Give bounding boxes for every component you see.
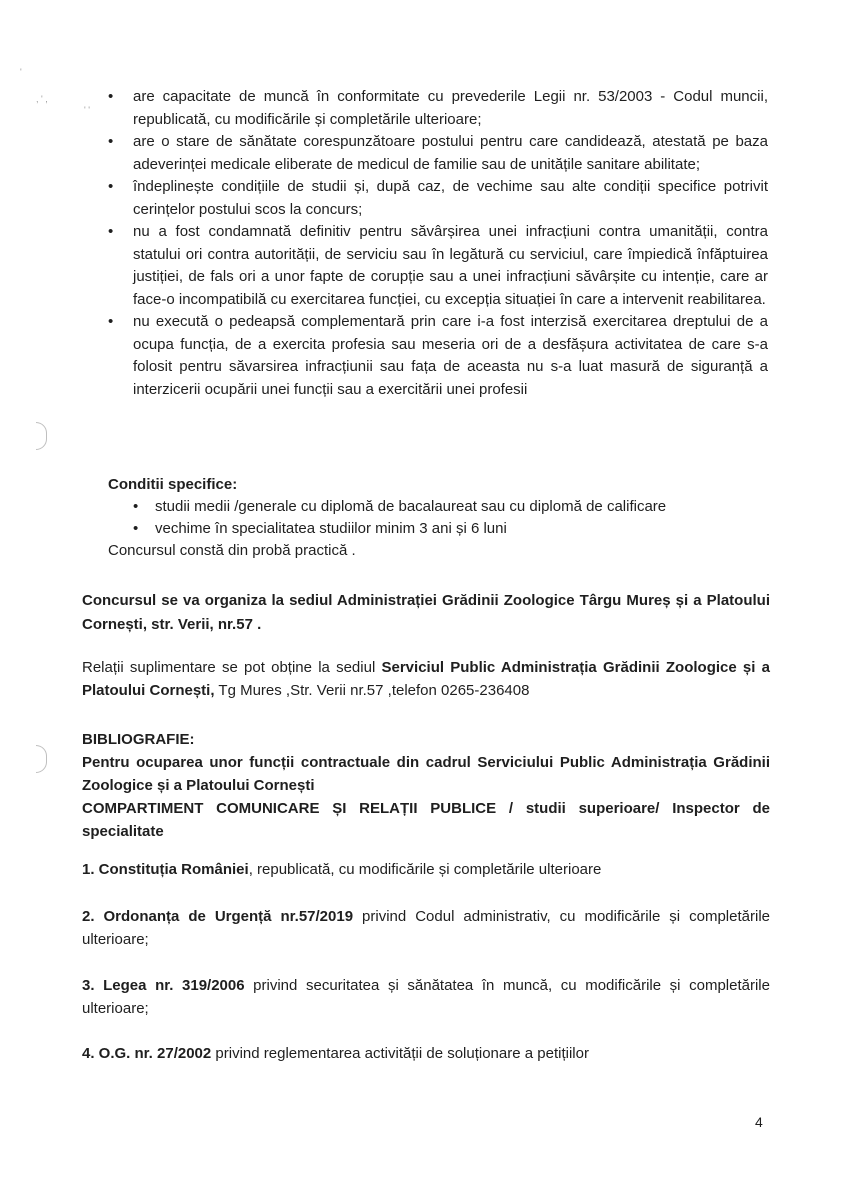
bibliography-header [82, 728, 770, 843]
punch-hole-mark [36, 422, 47, 450]
page-number: 4 [755, 1114, 763, 1130]
bibliography-line: COMPARTIMENT COMUNICARE ȘI RELAȚII PUBLICE / studii superioare/ Inspector de specialitate [82, 800, 770, 840]
requirement-item: • are capacitate de muncă în conformitate cu prevederile Legii nr. 53/2003 - Codul muncii, republicată, cu modificările și completările ulterioare; [108, 86, 768, 131]
reference-text: , republicată, cu modificările și completările ulterioare [248, 861, 602, 878]
requirement-item: • îndeplinește condițiile de studii și, după caz, de vechime sau alte condiții specifice potrivit cerințelor postului scos la concurs; [108, 176, 768, 221]
reference-item [82, 905, 770, 951]
reference-text: privind securitatea și sănătatea în muncă, cu modificările și completările ulterioare; [82, 977, 770, 1017]
reference-item [82, 974, 770, 1020]
requirement-item: • nu a fost condamnată definitiv pentru săvârșirea unei infracțiuni contra umanității, contra statului ori contra autorității, de serviciu sau în legătură cu serviciul, care împiedică înfăptuirea justiției, de fals ori a unor fapte de corupție sau a unei infracțiuni săvârșite cu intenție, care ar face-o incompatibilă cu exercitarea funcției, cu excepția situației în care a intervenit reabilitarea. [108, 221, 768, 311]
info-institution: Serviciul Public Administrația Grădinii Zoologice și a Platoului Cornești, [82, 659, 770, 699]
specific-conditions-section [108, 474, 768, 562]
reference-text: privind Codul administrativ, cu modificările și completările ulterioare; [82, 908, 770, 948]
specific-conditions-list [108, 496, 768, 540]
requirement-item: • are o stare de sănătate corespunzătoare postului pentru care candidează, atestată pe baza adeverinței medicale eliberate de medicul de familie sau de unitățile sanitare abilitate; [108, 131, 768, 176]
reference-item [82, 859, 770, 881]
reference-title: 3. Legea nr. 319/2006 [82, 977, 245, 994]
specific-condition-item: • vechime în specialitatea studiilor minim 3 ani și 6 luni [133, 518, 768, 540]
scan-speck: ' [20, 67, 22, 77]
reference-title: 1. Constituția României [82, 861, 249, 878]
exam-type-text: Concursul constă din probă practică . [108, 542, 356, 559]
reference-text: privind reglementarea activității de soluționare a petițiilor [211, 1045, 589, 1062]
info-prefix: Relații suplimentare se pot obține la sediul [82, 659, 382, 676]
venue-paragraph: Concursul se va organiza la sediul Administrației Grădinii Zoologice Târgu Mureș și a Platoului Cornești, str. Verii, nr.57 . [82, 592, 770, 633]
info-paragraph [82, 656, 770, 702]
specific-conditions-heading: Conditii specifice: [108, 476, 238, 493]
reference-title: 2. Ordonanța de Urgență nr.57/2019 [82, 908, 354, 925]
requirements-list [108, 86, 768, 401]
bibliography-heading: BIBLIOGRAFIE: [82, 731, 195, 748]
specific-condition-item: • studii medii /generale cu diplomă de bacalaureat sau cu diplomă de calificare [133, 496, 768, 518]
reference-item [82, 1043, 770, 1065]
info-address: Tg Mures ,Str. Verii nr.57 ,telefon 0265-236408 [214, 682, 530, 699]
scan-speck: , ' , [36, 94, 48, 104]
requirements-section [108, 86, 768, 401]
requirement-item: • nu execută o pedeapsă complementară prin care i-a fost interzisă exercitarea dreptului de a ocupa funcția, de a exercita profesia sau meseria ori de a desfășura activitatea de care s-a folosit pentru săvarsirea infracțiunii sau fața de aceasta nu s-a luat masură de siguranță a interzicerii ocupării unei funcții sau a exercitării unei profesii [108, 311, 768, 401]
reference-title: 4. O.G. nr. 27/2002 [82, 1045, 212, 1062]
punch-hole-mark [36, 745, 47, 773]
scan-speck: ' ' [84, 105, 90, 115]
bibliography-line: Pentru ocuparea unor funcții contractuale din cadrul Serviciului Public Administrația Grădinii Zoologice și a Platoului Cornești [82, 754, 770, 794]
